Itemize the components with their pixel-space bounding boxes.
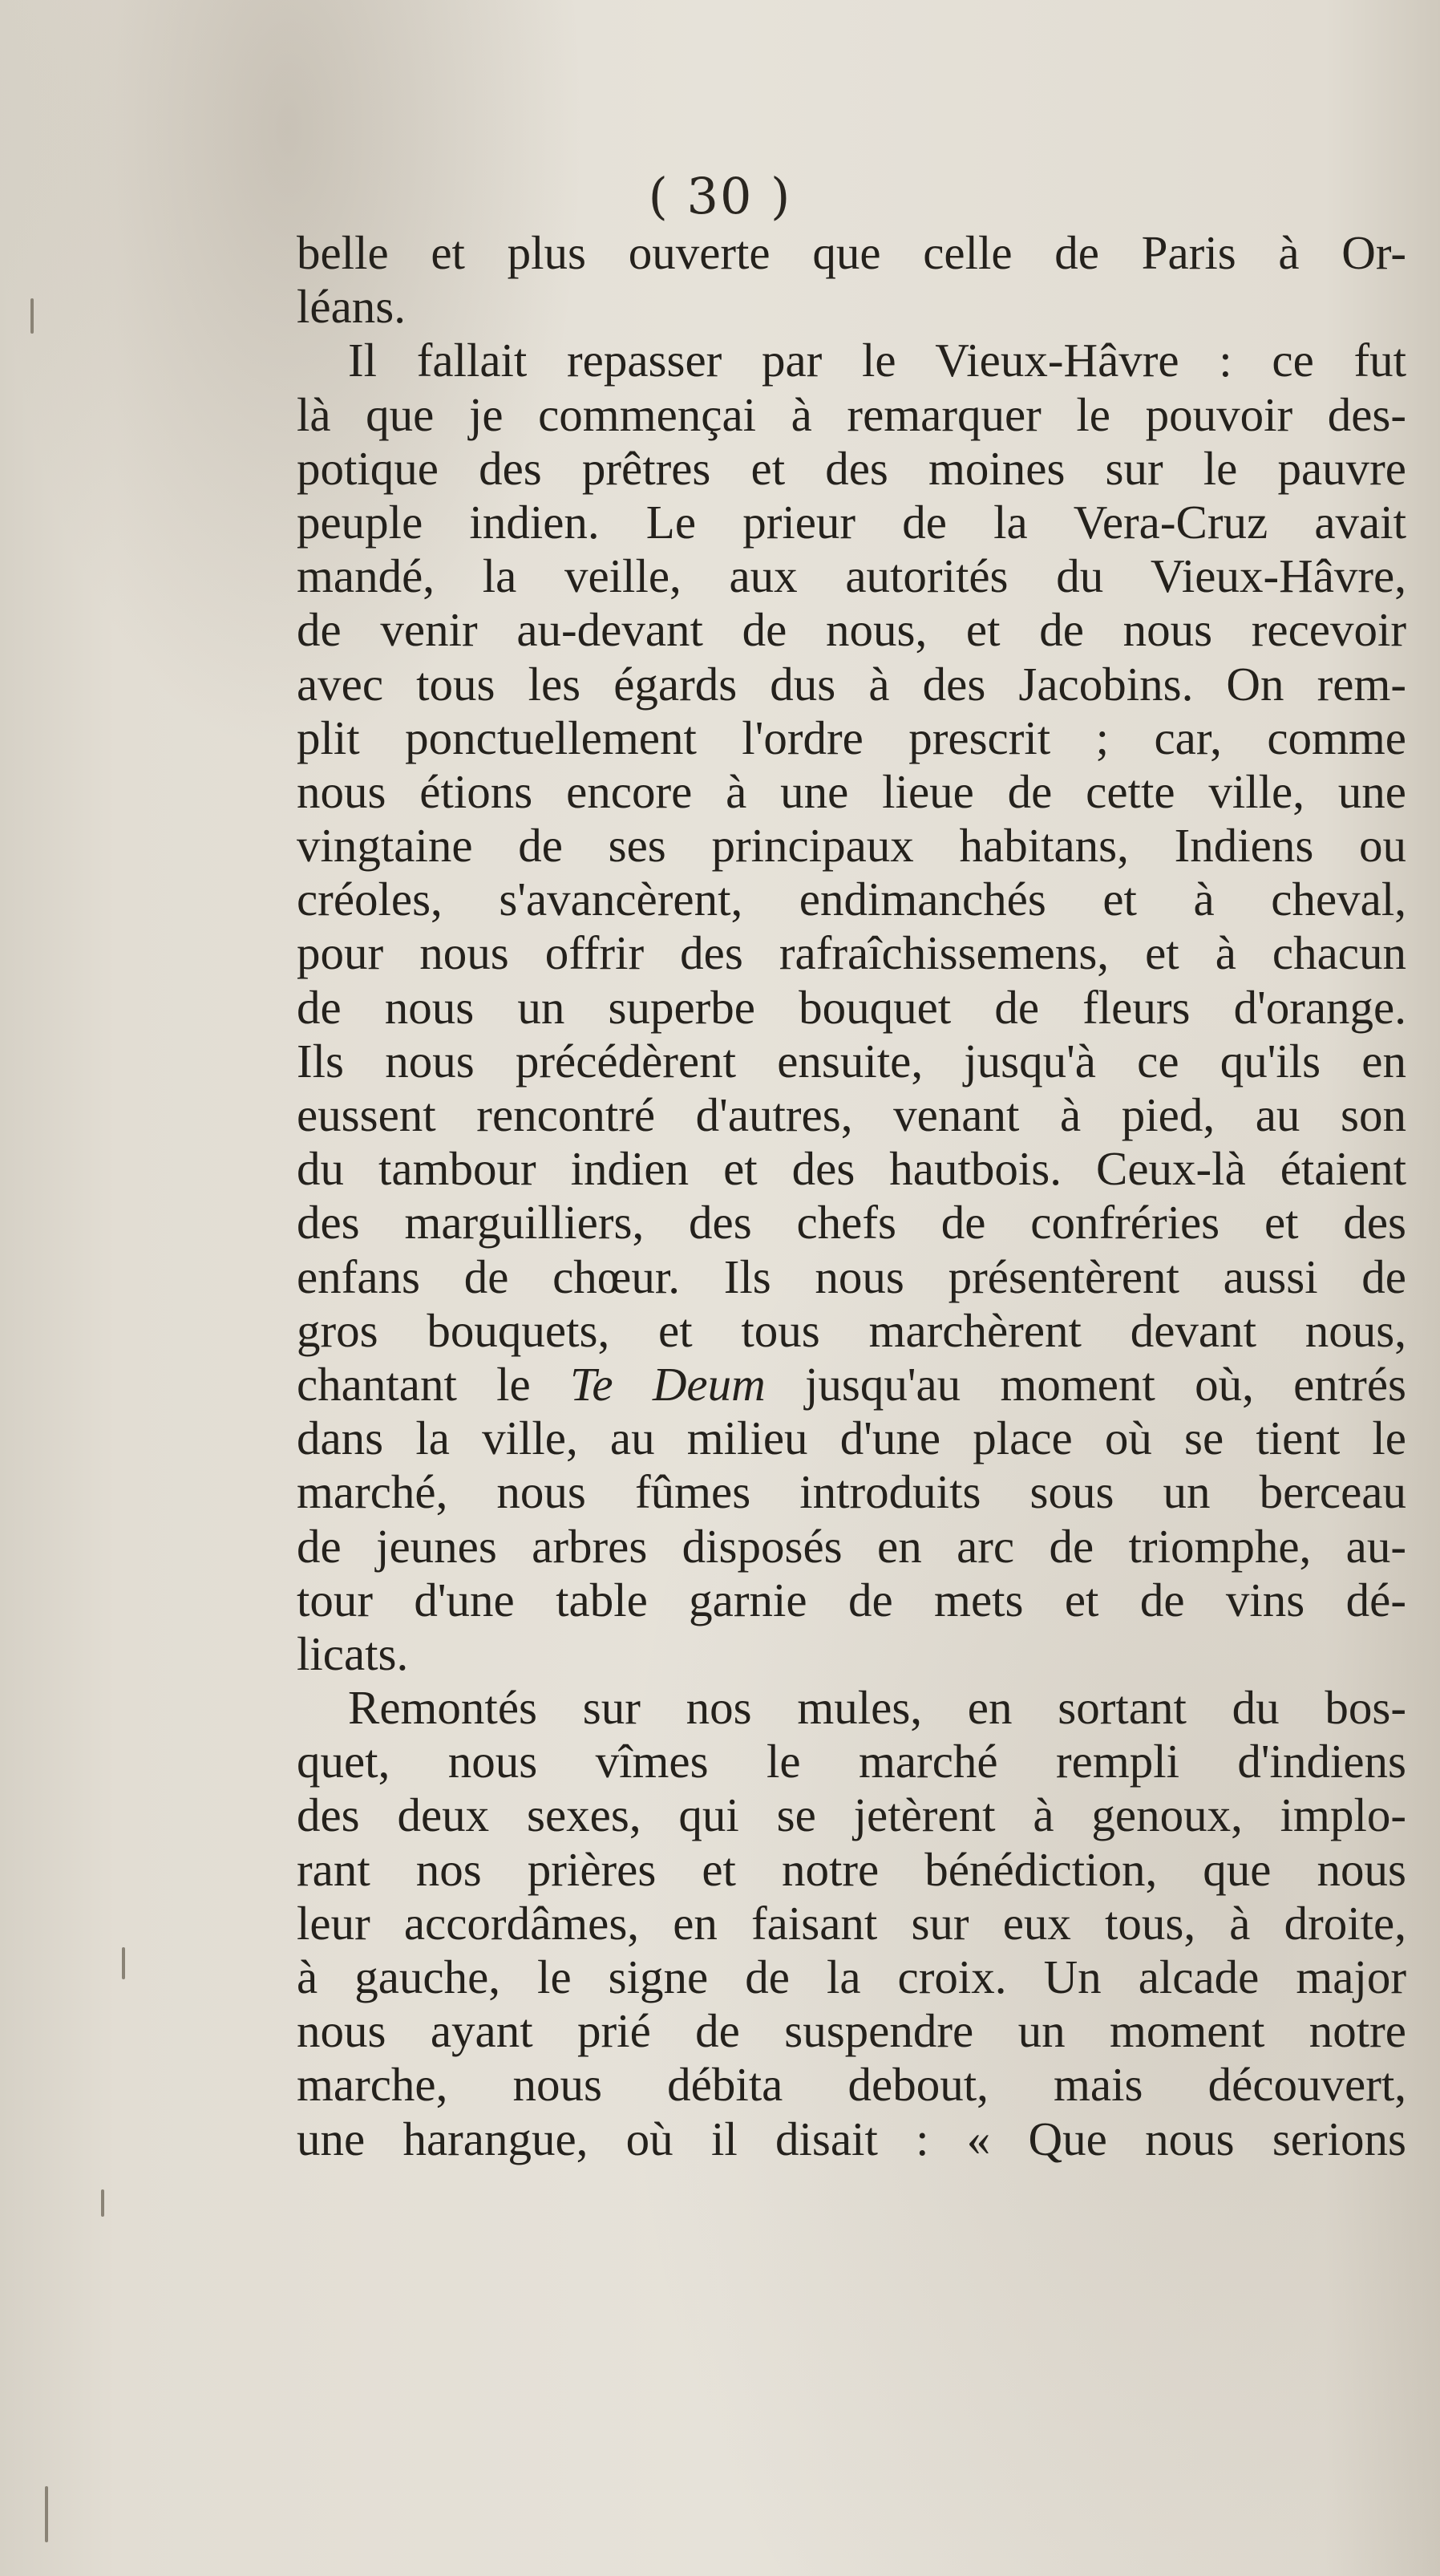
- text-line: gros bouquets, et tous marchèrent devant nous,: [297, 1303, 1406, 1357]
- text-line: mandé, la veille, aux autorités du Vieux-Hâvre,: [297, 549, 1406, 603]
- text-line: des marguilliers, des chefs de confréries et des: [297, 1196, 1406, 1250]
- text-line: du tambour indien et des hautbois. Ceux-là étaient: [297, 1142, 1406, 1196]
- text-line: leur accordâmes, en faisant sur eux tous, à droite,: [297, 1896, 1406, 1950]
- text-line: licats.: [297, 1626, 409, 1680]
- text-line: plit ponctuellement l'ordre prescrit ; car, comme: [297, 711, 1406, 764]
- margin-mark: [122, 1947, 125, 1979]
- italic-phrase: Te Deum: [569, 1357, 766, 1411]
- text-line: nous étions encore à une lieue de cette ville, une: [297, 764, 1406, 818]
- text-line: enfans de chœur. Ils nous présentèrent aussi de: [297, 1250, 1406, 1303]
- text-line: Ils nous précédèrent ensuite, jusqu'à ce qu'ils en: [297, 1034, 1406, 1088]
- text-line: rant nos prières et notre bénédiction, que nous: [297, 1842, 1406, 1896]
- text-line: dans la ville, au milieu d'une place où se tient le: [297, 1412, 1406, 1465]
- text-line: pour nous offrir des rafraîchissemens, et à chacun: [297, 926, 1406, 980]
- paragraph-start-line: Il fallait repasser par le Vieux-Hâvre : ce fut: [348, 334, 1406, 387]
- text-line: de venir au-devant de nous, et de nous recevoir: [297, 603, 1406, 657]
- text-line: nous ayant prié de suspendre un moment notre: [297, 2004, 1406, 2058]
- text-line: avec tous les égards dus à des Jacobins. On rem-: [297, 657, 1406, 711]
- text-line: de nous un superbe bouquet de fleurs d'orange.: [297, 980, 1406, 1034]
- text-line: belle et plus ouverte que celle de Paris à Or-: [297, 226, 1406, 279]
- text-line: une harangue, où il disait : « Que nous serions: [297, 2112, 1406, 2165]
- text-line: tour d'une table garnie de mets et de vins dé-: [297, 1573, 1406, 1626]
- text-line: peuple indien. Le prieur de la Vera-Cruz avait: [297, 495, 1406, 549]
- body-text: [297, 226, 1406, 2166]
- text-line: vingtaine de ses principaux habitans, Indiens ou: [297, 819, 1406, 873]
- margin-mark: [30, 298, 34, 334]
- text-line: chantant le Te Deum jusqu'au moment où, entrés: [297, 1357, 1406, 1411]
- page-number: ( 30 ): [648, 167, 792, 225]
- text-line: quet, nous vîmes le marché rempli d'indiens: [297, 1735, 1406, 1788]
- text-line: là que je commençai à remarquer le pouvoir des-: [297, 387, 1406, 441]
- margin-mark: [45, 2486, 48, 2542]
- text-line: eussent rencontré d'autres, venant à pied, au son: [297, 1088, 1406, 1141]
- text-line: marché, nous fûmes introduits sous un berceau: [297, 1465, 1406, 1519]
- paragraph-start-line: Remontés sur nos mules, en sortant du bos-: [348, 1681, 1406, 1735]
- text-line: potique des prêtres et des moines sur le pauvre: [297, 441, 1406, 495]
- margin-mark: [101, 2189, 104, 2217]
- text-line: léans.: [297, 280, 406, 334]
- text-line: créoles, s'avancèrent, endimanchés et à cheval,: [297, 873, 1406, 926]
- text-line: à gauche, le signe de la croix. Un alcade major: [297, 1950, 1406, 2003]
- text-line: marche, nous débita debout, mais découvert,: [297, 2058, 1406, 2112]
- text-line: de jeunes arbres disposés en arc de triomphe, au-: [297, 1519, 1406, 1573]
- text-line: des deux sexes, qui se jetèrent à genoux, implo-: [297, 1788, 1406, 1842]
